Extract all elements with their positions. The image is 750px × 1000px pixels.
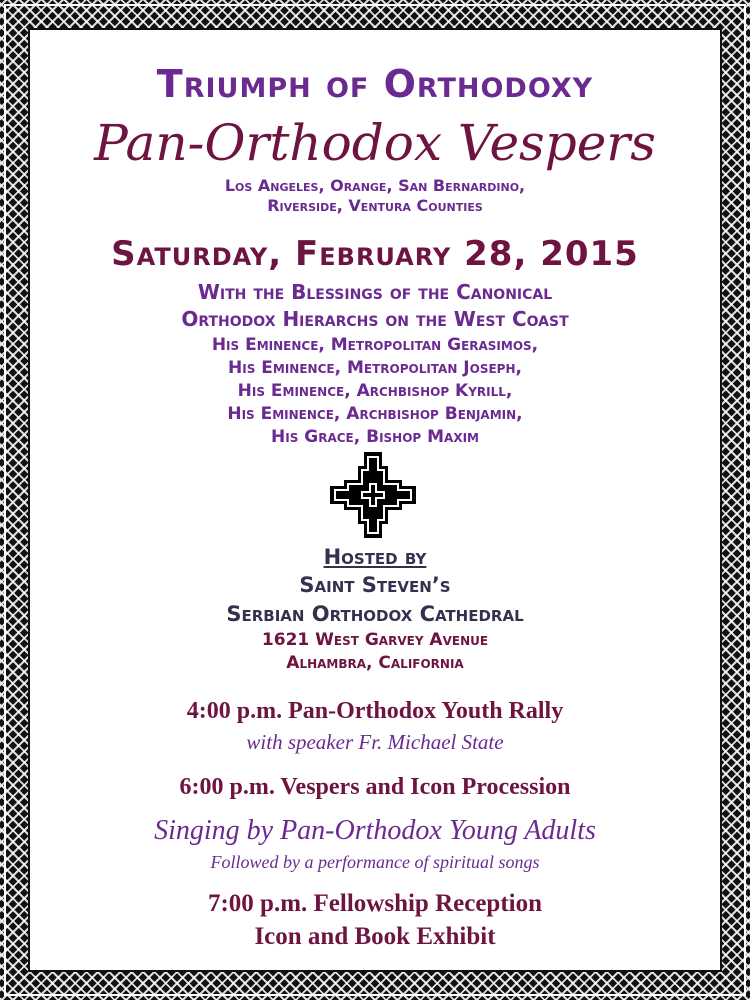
counties-line-1: Los Angeles, Orange, San Bernardino, (224, 176, 526, 195)
counties-line-2: Riverside, Ventura Counties (267, 196, 483, 215)
orthodox-cross-icon (330, 452, 416, 538)
hierarch-item: His Eminence, Archbishop Benjamin, (227, 404, 523, 424)
address-line-2: Alhambra, California (286, 653, 464, 673)
church-name-line-2: Serbian Orthodox Cathedral (226, 602, 524, 626)
hosted-by-label: Hosted by (323, 545, 427, 569)
address-line-1: 1621 West Garvey Avenue (261, 630, 489, 650)
flyer-content (30, 30, 720, 970)
church-name-line-1: Saint Steven’s (299, 573, 451, 597)
schedule-speaker: with speaker Fr. Michael State (246, 730, 504, 754)
schedule-vespers: 6:00 p.m. Vespers and Icon Procession (179, 774, 571, 800)
schedule-youth-rally: 4:00 p.m. Pan-Orthodox Youth Rally (186, 698, 564, 724)
event-date: Saturday, February 28, 2015 (111, 234, 639, 274)
hierarch-item: His Grace, Bishop Maxim (271, 427, 479, 447)
blessings-line-2: Orthodox Hierarchs on the West Coast (181, 307, 569, 331)
hierarch-item: His Eminence, Metropolitan Gerasimos, (211, 335, 539, 355)
flyer-subtitle: Pan-Orthodox Vespers (94, 114, 656, 172)
schedule-singing: Singing by Pan-Orthodox Young Adults (154, 815, 596, 846)
hierarch-item: His Eminence, Metropolitan Joseph, (228, 358, 522, 378)
hierarch-item: His Eminence, Archbishop Kyrill, (237, 381, 513, 401)
blessings-line-1: With the Blessings of the Canonical (197, 280, 553, 304)
schedule-performance: Followed by a performance of spiritual songs (210, 852, 540, 872)
schedule-reception: 7:00 p.m. Fellowship Reception (207, 890, 543, 917)
schedule-exhibit: Icon and Book Exhibit (254, 923, 496, 950)
flyer-title: Triumph of Orthodoxy (156, 62, 594, 106)
